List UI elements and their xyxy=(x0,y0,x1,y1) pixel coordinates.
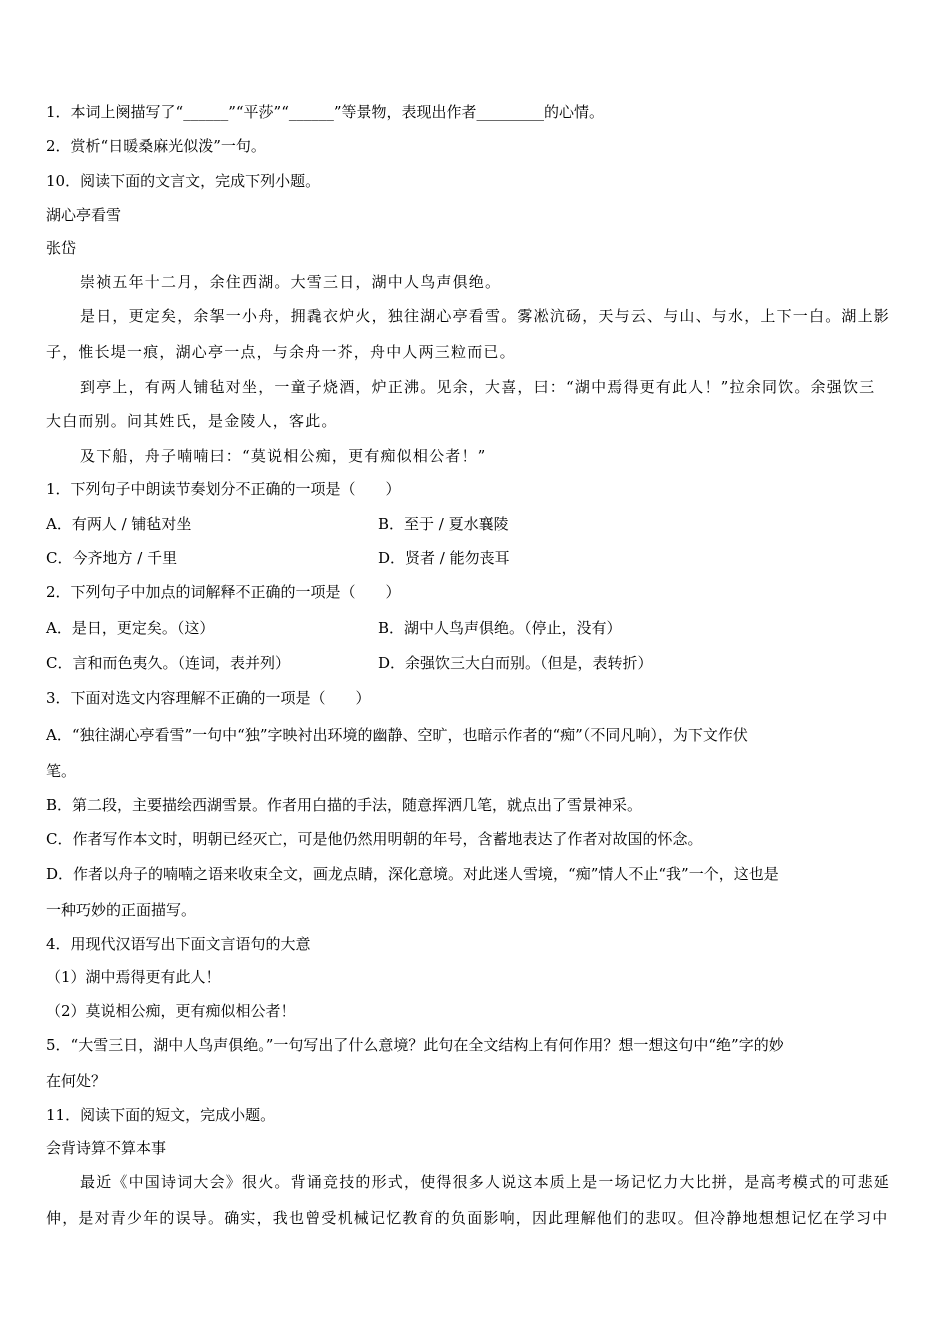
passage-paragraph-cont: 子，惟长堤一痕，湖心亭一点，与余舟一芥，舟中人两三粒而已。 xyxy=(46,343,516,361)
option-b: B．至于 / 夏水襄陵 xyxy=(378,515,509,533)
passage-paragraph: 崇祯五年十二月，余住西湖。大雪三日，湖中人鸟声俱绝。 xyxy=(80,273,502,291)
subquestion-4-item: （2）莫说相公痴，更有痴似相公者！ xyxy=(46,1002,296,1020)
options-row xyxy=(46,618,906,638)
option-a: A．“独往湖心亭看雪”一句中“独”字映衬出环境的幽静、空旷，也暗示作者的“痴”（不同凡响），为下文作伏 xyxy=(46,726,748,744)
option-d: D．作者以舟子的喃喃之语来收束全文，画龙点睛，深化意境。对此迷人雪境，“痴”情人不止“我”一个，这也是 xyxy=(46,865,779,883)
passage-paragraph: 到亭上，有两人铺毡对坐，一童子烧酒，炉正沸。见余，大喜，曰：“湖中焉得更有此人！”拉余同饮。余强饮三 xyxy=(80,378,876,396)
option-a: A．有两人 / 铺毡对坐 xyxy=(46,515,192,533)
option-a-cont: 笔。 xyxy=(46,762,77,780)
option-d: D．贤者 / 能勿丧耳 xyxy=(378,549,510,567)
question-1-line: 1．本词上阕描写了“______”“平莎”“______”等景物，表现出作者_________的心情。 xyxy=(46,103,605,121)
passage-author: 张岱 xyxy=(46,239,77,257)
option-b: B．第二段，主要描绘西湖雪景。作者用白描的手法，随意挥洒几笔，就点出了雪景神采。 xyxy=(46,796,643,814)
option-d: D．余强饮三大白而别。（但是，表转折） xyxy=(378,654,653,672)
options-row xyxy=(46,514,906,534)
option-a: A．是日，更定矣。（这） xyxy=(46,619,215,637)
options-row xyxy=(46,548,906,568)
passage-paragraph: 最近《中国诗词大会》很火。背诵竞技的形式，使得很多人说这本质上是一场记忆力大比拼，是高考模式的可悲延 xyxy=(80,1173,891,1191)
passage-paragraph: 及下船，舟子喃喃曰：“莫说相公痴，更有痴似相公者！” xyxy=(80,447,487,465)
option-c: C．言和而色夷久。（连词，表并列） xyxy=(46,654,290,672)
passage-title: 湖心亭看雪 xyxy=(46,206,122,224)
subquestion-4: 4．用现代汉语写出下面文言语句的大意 xyxy=(46,935,311,953)
passage-paragraph-cont: 伸，是对青少年的误导。确实，我也曾受机械记忆教育的负面影响，因此理解他们的悲叹。但冷静地想想记忆在学习中 xyxy=(46,1209,889,1227)
options-row xyxy=(46,653,906,673)
subquestion-5: 5．“大雪三日，湖中人鸟声俱绝。”一句写出了什么意境？此句在全文结构上有何作用？想一想这句中“绝”字的妙 xyxy=(46,1036,784,1054)
subquestion-2: 2．下列句子中加点的词解释不正确的一项是（ ） xyxy=(46,583,401,601)
question-2-line: 2．赏析“日暖桑麻光似泼”一句。 xyxy=(46,137,266,155)
subquestion-1: 1．下列句子中朗读节奏划分不正确的一项是（ ） xyxy=(46,480,401,498)
subquestion-3: 3．下面对选文内容理解不正确的一项是（ ） xyxy=(46,689,371,707)
passage-paragraph-cont: 大白而别。问其姓氏，是金陵人，客此。 xyxy=(46,412,338,430)
section-11-heading: 11．阅读下面的短文，完成小题。 xyxy=(46,1106,276,1124)
option-b: B．湖中人鸟声俱绝。（停止，没有） xyxy=(378,619,622,637)
option-d-cont: 一种巧妙的正面描写。 xyxy=(46,901,197,919)
subquestion-4-item: （1）湖中焉得更有此人！ xyxy=(46,968,221,986)
option-c: C．作者写作本文时，明朝已经灭亡，可是他仍然用明朝的年号，含蓄地表达了作者对故国的怀念。 xyxy=(46,830,703,848)
subquestion-5-cont: 在何处？ xyxy=(46,1072,107,1090)
passage-paragraph: 是日，更定矣，余挐一小舟，拥毳衣炉火，独往湖心亭看雪。雾凇沆砀，天与云、与山、与水，上下一白。湖上影 xyxy=(80,307,891,325)
passage-title: 会背诗算不算本事 xyxy=(46,1139,167,1157)
section-10-heading: 10．阅读下面的文言文，完成下列小题。 xyxy=(46,172,321,190)
option-c: C．今齐地方 / 千里 xyxy=(46,549,178,567)
